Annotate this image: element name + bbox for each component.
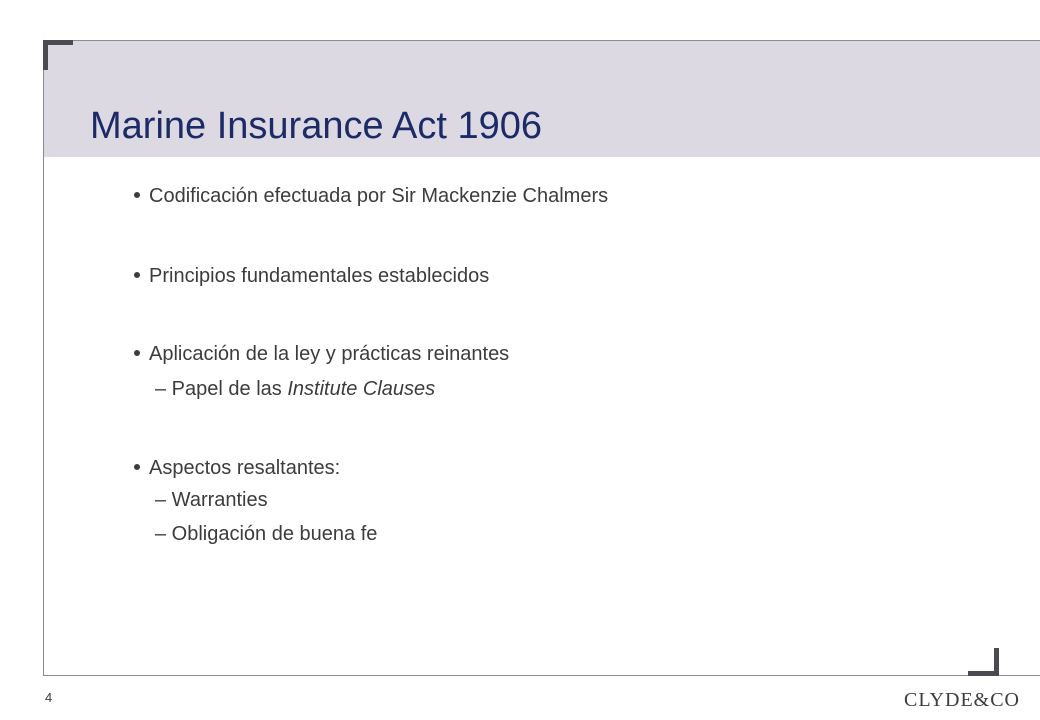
bullet-text: Aplicación de la ley y prácticas reinantes <box>149 343 510 365</box>
sub-bullet-italic: Institute Clauses <box>287 378 436 400</box>
bullet-item <box>134 456 340 480</box>
bullet-text: Codificación efectuada por Sir Mackenzie Chalmers <box>149 185 609 207</box>
bullet-item <box>134 184 608 208</box>
bullet-dot-icon <box>134 192 140 198</box>
sub-bullet-item: – Warranties <box>155 489 268 511</box>
bullet-text: Aspectos resaltantes: <box>149 457 341 479</box>
bullet-dot-icon <box>134 350 140 356</box>
bullet-item <box>134 264 489 288</box>
company-logo: CLYDE&CO <box>904 689 1020 711</box>
page-number: 4 <box>45 690 53 705</box>
bullet-text: Principios fundamentales establecidos <box>149 265 490 287</box>
corner-mark-top-left-vertical <box>43 40 48 70</box>
bullet-dot-icon <box>134 464 140 470</box>
sub-bullet-item: – Obligación de buena fe <box>155 523 378 545</box>
slide-title: Marine Insurance Act 1906 <box>90 105 543 147</box>
corner-mark-bottom-right-vertical <box>994 648 999 676</box>
sub-bullet-prefix: – Papel de las <box>155 378 288 400</box>
bullet-item <box>134 342 509 366</box>
bullet-dot-icon <box>134 272 140 278</box>
sub-bullet-item <box>155 377 435 401</box>
